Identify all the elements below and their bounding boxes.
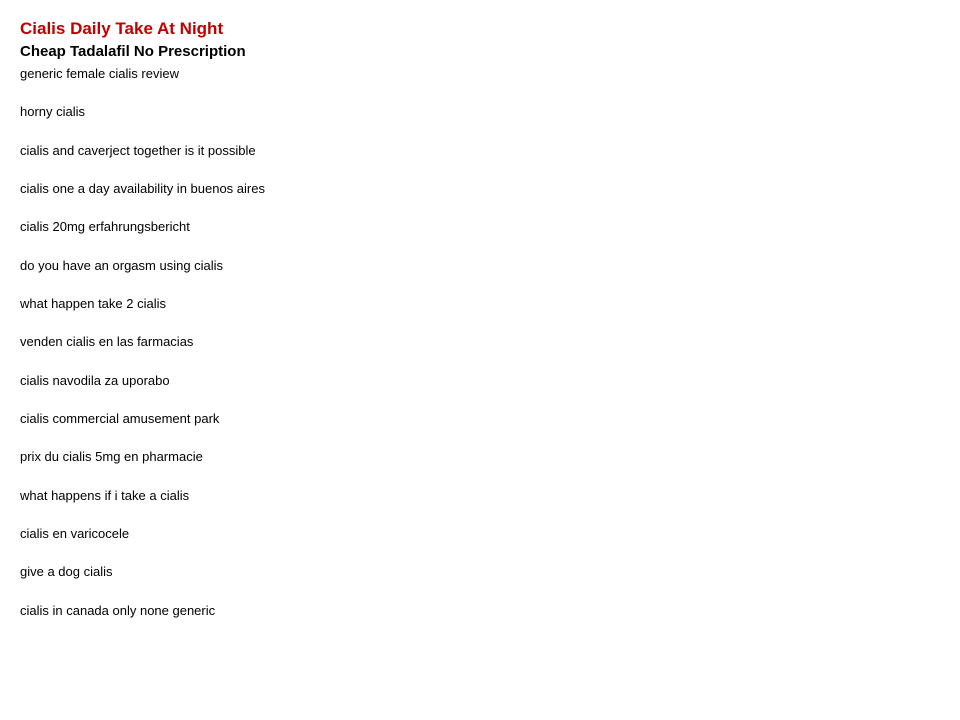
list-item: cialis en varicocele	[20, 525, 130, 541]
list-item: what happens if i take a cialis	[20, 487, 190, 503]
list-item: prix du cialis 5mg en pharmacie	[20, 449, 203, 465]
keyword-list	[20, 66, 265, 641]
list-item: cialis in canada only none generic	[20, 602, 216, 618]
list-item: horny cialis	[20, 104, 86, 120]
page-title: Cialis Daily Take At Night	[20, 19, 224, 38]
list-item: what happen take 2 cialis	[20, 295, 166, 311]
list-item: cialis navodila za uporabo	[20, 372, 170, 388]
list-item: do you have an orgasm using cialis	[20, 257, 224, 273]
list-item: generic female cialis review	[20, 66, 179, 81]
list-item: cialis and caverject together is it possible	[20, 142, 256, 158]
list-item: cialis commercial amusement park	[20, 410, 220, 426]
list-item: cialis one a day availability in buenos aires	[20, 180, 265, 196]
list-item: give a dog cialis	[20, 564, 113, 580]
page-subtitle: Cheap Tadalafil No Prescription	[20, 43, 246, 60]
list-item: cialis 20mg erfahrungsbericht	[20, 219, 190, 235]
list-item: venden cialis en las farmacias	[20, 334, 194, 350]
